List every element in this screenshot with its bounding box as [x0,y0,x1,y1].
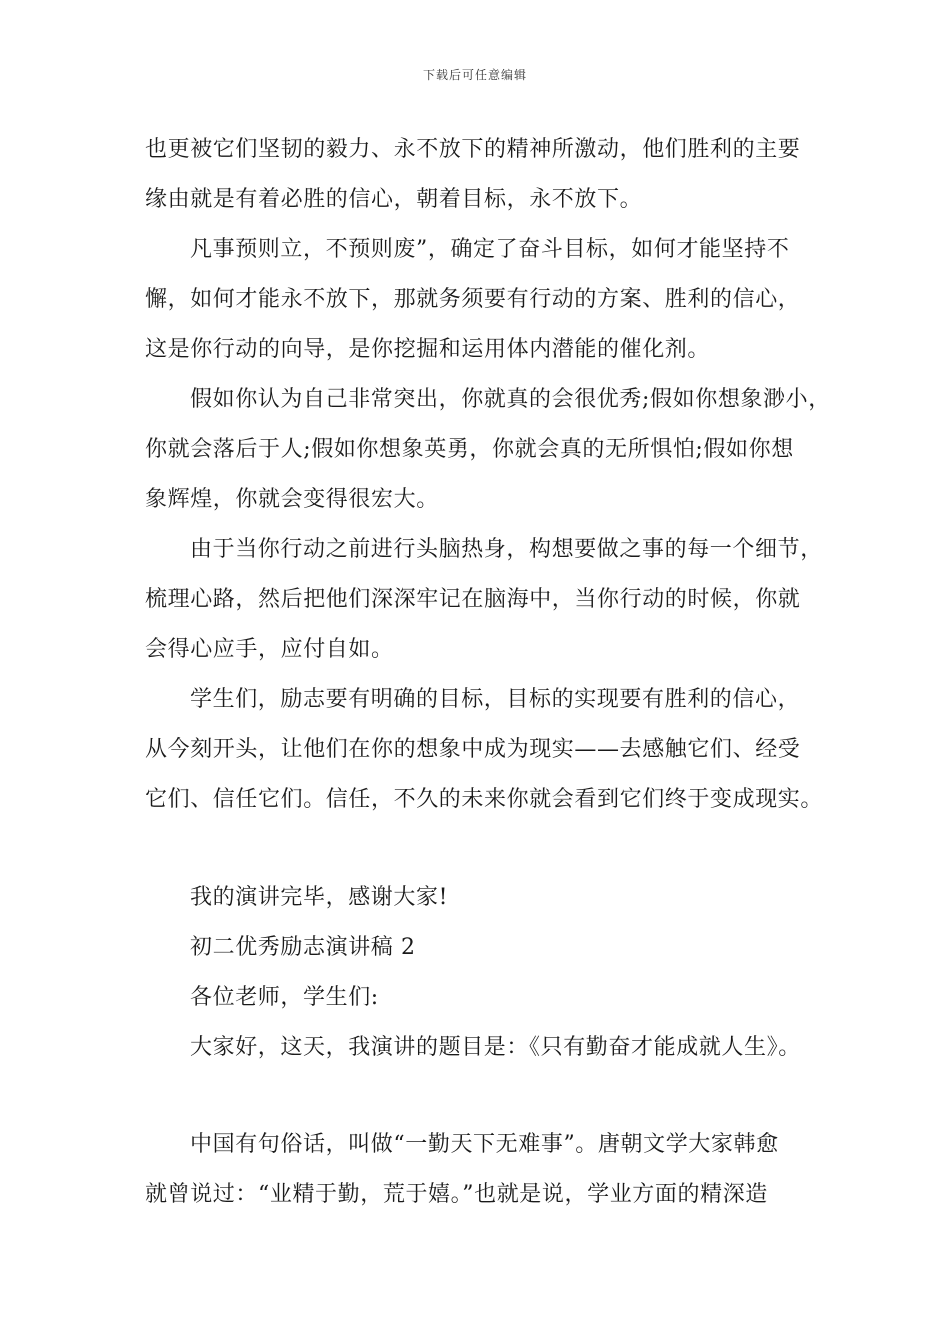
text-line: 从今刻开头，让他们在你的想象中成为现实——去感触它们、经受 [145,737,801,762]
text-line: 你就会落后于人;假如你想象英勇，你就会真的无所惧怕;假如你想 [145,437,794,462]
text-line: 就曾说过：“业精于勤，荒于嬉。”也就是说，学业方面的精深造 [145,1182,768,1207]
text-line: 懈，如何才能永不放下，那就务须要有行动的方案、胜利的信心， [145,287,801,312]
text-line: 梳理心路，然后把他们深深牢记在脑海中，当你行动的时候，你就 [145,587,801,612]
text-line: 它们、信任它们。信任，不久的未来你就会看到它们终于变成现实。 [145,787,824,812]
text-line: 会得心应手，应付自如。 [145,637,394,662]
text-line: 象辉煌，你就会变得很宏大。 [145,487,439,512]
text-line: 中国有句俗话，叫做“一勤天下无难事”。唐朝文学大家韩愈 [190,1132,779,1157]
text-line: 由于当你行动之前进行头脑热身，构想要做之事的每一个细节， [190,537,823,562]
text-line: 凡事预则立，不预则废”，确定了奋斗目标，如何才能坚持不 [190,237,790,262]
closing-line: 我的演讲完毕，感谢大家! [190,885,449,910]
text-line: 学生们，励志要有明确的目标，目标的实现要有胜利的信心， [190,687,801,712]
text-line: 这是你行动的向导，是你挖掘和运用体内潜能的催化剂。 [145,337,711,362]
text-line: 大家好，这天，我演讲的题目是：《只有勤奋才能成就人生》。 [190,1035,801,1060]
text-line: 也更被它们坚韧的毅力、永不放下的精神所激动，他们胜利的主要 [145,137,801,162]
salutation: 各位老师，学生们: [190,985,379,1010]
section-title: 初二优秀励志演讲稿 2 [190,935,416,960]
text-line: 假如你认为自己非常突出，你就真的会很优秀;假如你想象渺小， [190,387,831,412]
page-header-note: 下载后可任意编辑 [422,68,527,82]
text-line: 缘由就是有着必胜的信心，朝着目标，永不放下。 [145,187,643,212]
